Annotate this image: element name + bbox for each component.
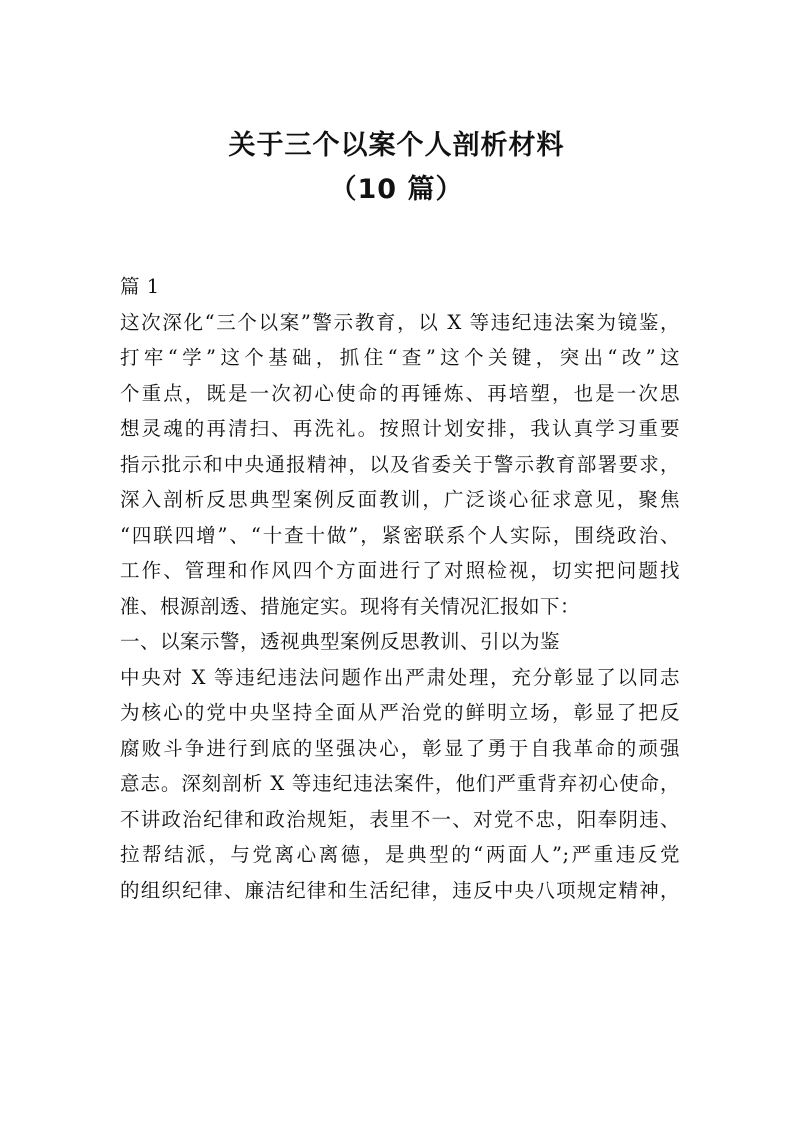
body-line: 指示批示和中央通报精神，以及省委关于警示教育部署要求，	[120, 452, 680, 476]
body-line: 这次深化“三个以案”警示教育，以 X 等违纪违法案为镜鉴，	[120, 310, 680, 334]
body-line: 不讲政治纪律和政治规矩，表里不一、对党不忠，阳奉阴违、	[120, 807, 680, 831]
body-text	[120, 269, 680, 908]
body-line: 为核心的党中央坚持全面从严治党的鲜明立场，彰显了把反	[120, 701, 680, 724]
body-line: 拉帮结派，与党离心离德，是典型的“两面人”;严重违反党	[120, 843, 680, 866]
body-line: 中央对 X 等违纪违法问题作出严肃处理，充分彰显了以同志	[120, 665, 680, 689]
body-line: 工作、管理和作风四个方面进行了对照检视，切实把问题找	[120, 559, 680, 582]
body-line: 打牢“学”这个基础，抓住“查”这个关键，突出“改”这	[120, 346, 680, 369]
body-line: 深入剖析反思典型案例反面教训，广泛谈心征求意见，聚焦	[120, 488, 680, 511]
section-label: 篇 1	[120, 275, 160, 298]
section-heading: 一、以案示警，透视典型案例反思教训、引以为鉴	[120, 630, 561, 653]
document-subtitle: （10 篇）	[329, 174, 464, 205]
body-line: 意志。深刻剖析 X 等违纪违法案件，他们严重背弃初心使命，	[120, 772, 680, 795]
body-line: 腐败斗争进行到底的坚强决心，彰显了勇于自我革命的顽强	[120, 736, 680, 760]
body-line: 想灵魂的再清扫、再洗礼。按照计划安排，我认真学习重要	[120, 417, 680, 440]
body-line: “四联四增”、“十查十做”，紧密联系个人实际，围绕政治、	[120, 523, 680, 547]
body-line: 个重点，既是一次初心使命的再锤炼、再培塑，也是一次思	[120, 381, 680, 405]
document-title: 关于三个以案个人剖析材料	[228, 130, 565, 161]
body-line: 准、根源剖透、措施定实。现将有关情况汇报如下：	[120, 594, 581, 618]
body-line: 的组织纪律、廉洁纪律和生活纪律，违反中央八项规定精神，	[120, 878, 680, 902]
